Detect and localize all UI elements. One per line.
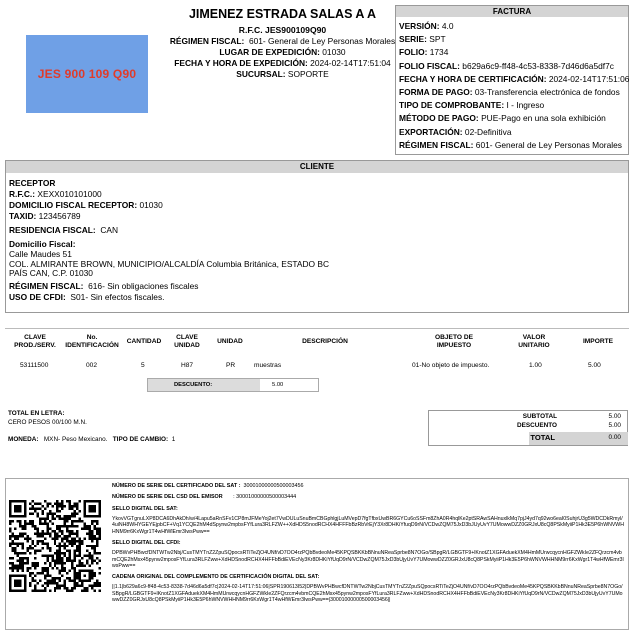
items-separator — [5, 328, 629, 329]
factura-row: MÉTODO DE PAGO: PUE-Pago en una sola exhibición — [399, 113, 606, 124]
emisor-rfc: R.F.C. JES900109Q90 — [238, 25, 327, 35]
emisor-sucursal: SUCURSAL: SOPORTE — [236, 69, 329, 79]
sello-sat-value: YkovVGTgnuLXP8DCA6DhAkDh/w/4Lapu5aRnSFv1CP8mJFMeYoj2et7VwDULuSnuBmCBGphlgjLuMVepD7fgTfbxUwBR6GYCu6oSSFm8ZhA0R4hqlKe2ptSRAwSAHnuxlkMq7pjJ4yd7q92wo6eaI0SuhjrU3g5WDCDkRmyl/4uiNH8WHYGEYEjpbCF+Vq1YCQE2hM4dSpynw2mpbsFYfLura3RLFZW++XdHDS5nodRCHX4HFFFbBzRbVrEjY3Xr8DHKiYfuqD9rN/VCDwZQM75JxD3bJUyUvY7UMowwDZZ0GRJxU8cQ8PSkMyiiP1Hk3E5P6hWNVWHHNM9rr6KxWgr1T4wHfWlEmr3IwsPww== — [112, 516, 624, 535]
descuento-value: 5.00 — [272, 382, 284, 388]
emisor-fecha: FECHA Y HORA DE EXPEDICIÓN: 2024-02-14T17:51:04 — [174, 58, 391, 68]
cert-sat-line: NÚMERO DE SERIE DEL CERTIFICADO DEL SAT : 30001000000500003456 — [112, 483, 304, 489]
qr-code — [9, 500, 101, 592]
cadena-value: ||1.1|b629a6c9-ff48-4c53-8338-7d46d6a5df7c|2024-02-14T17:51:06|SPR190613I52|DPBWvPHBwcfDNTWTw2NbjCusTMYTnZ2ZpuSQpocsRTiTeZjO4UNf/vD7OO4rzPQbBvdeoMe45KPQSBKKbBNnuNReaSprbe8N7OGo/SBpgR/LGBGTF9+lKnotZ1XGFAduekXM4HmMUrwcqycnHGFZWkIe2ZFQrzcm4vbmCQE2hMsx45pynw2mposFYfLura3RLFZww+XdHDSnodRCHX4HFFbBdiEVEcNy3Kr8DHKiYfUqD9rN/VCDwZQM75JxD3bUjyUvY7UMowwDZZ0GRJxU8cQ8PSkMyiiP1Hk3E5P6hWNVWHHNM9rr6KxWgr1T4wHfWEmr3IwsPww==|30001000000500003456|| — [112, 584, 623, 604]
descuento-label: DESCUENTO: — [174, 382, 213, 388]
th-cantidad: CANTIDAD — [126, 338, 162, 345]
csd-line: NÚMERO DE SERIE DEL CSD DEL EMISOR : 30001000000500003444 — [112, 494, 297, 500]
emisor-name: JIMENEZ ESTRADA SALAS A A — [188, 7, 377, 21]
td-descripcion: muestras — [254, 362, 282, 369]
total-value: 0.00 — [608, 434, 621, 441]
receptor-label: RECEPTOR — [9, 178, 56, 188]
factura-rows — [396, 17, 628, 152]
emisor-regimen: RÉGIMEN FISCAL: 601- General de Ley Personas Morales — [169, 36, 396, 46]
sello-cfdi-value: DPBWvPHBwcfDNTWTw2Nbj/CusTMYTnZ2ZpuSQpocsRTiTeZjO4UNf/vD7OO4rzPQbBvdeoMe45KPQSBKKbBNnuNReaSprbe8N7OGo/SBpgR/LGBGTF9+lKnotZ1XGFAduekXM4HmMUrwcqycnHGFZWkIe2ZFQrzcm4vbmCQE2hMsx45pynw2mposFYfLura3RLFZww+XdHDSnodRCHX4HFFbBdiEVEcNy3Kr8DHKiYfUqD9rN/VCDwZQM75JxD3bUjyUvY7UMowwDZZ0GRJxU8cQ8PSkMyiiP1Hk3E5P6hWNVWHHNM9rr6KxWgr1T4wHfWEmr3IwsPww== — [112, 550, 624, 570]
total-label: TOTAL — [530, 433, 555, 442]
factura-row: FOLIO: 1734 — [399, 47, 449, 58]
factura-row: FORMA DE PAGO: 03-Transferencia electrónica de fondos — [399, 87, 620, 98]
factura-row: FOLIO FISCAL: b629a6c9-ff48-4c53-8338-7d46d6a5df7c — [399, 60, 614, 71]
factura-row: RÉGIMEN FISCAL: 601- General de Ley Personas Morales — [399, 139, 622, 150]
sello-sat-label: SELLO DIGITAL DEL SAT: — [112, 506, 178, 512]
td-clave-unidad: H87 — [181, 362, 194, 369]
receptor-domicilio-line: COL. ALMIRANTE BROWN, MUNICIPIO/ALCALDÍA Columbia Británica, ESTADO BC — [9, 258, 330, 269]
timbre-text — [112, 482, 624, 604]
emisor-block — [160, 6, 405, 80]
company-logo — [26, 35, 148, 113]
subtotal-label: SUBTOTAL — [522, 413, 557, 420]
receptor-uso-cfdi: USO DE CFDI: S01- Sin efectos fiscales. — [9, 291, 165, 302]
cliente-box — [5, 160, 629, 313]
total-letra-label: TOTAL EN LETRA: — [8, 410, 65, 417]
td-importe: 5.00 — [588, 362, 601, 369]
factura-row: EXPORTACIÓN: 02-Definitiva — [399, 126, 512, 137]
factura-row: TIPO DE COMPROBANTE: I - Ingreso — [399, 100, 545, 111]
subtotal-value: 5.00 — [608, 413, 621, 420]
receptor-regimen: RÉGIMEN FISCAL: 616- Sin obligaciones fiscales — [9, 280, 199, 291]
sello-cfdi-label: SELLO DIGITAL DEL CFDI: — [112, 540, 181, 547]
totales-box — [428, 410, 628, 446]
receptor-residencia: RESIDENCIA FISCAL: CAN — [9, 225, 119, 235]
th-objeto: OBJETO DE IMPUESTO — [435, 334, 473, 349]
th-no-id: No. IDENTIFICACIÓN — [65, 334, 119, 349]
moneda-line: MONEDA: MXN- Peso Mexicano. TIPO DE CAMBIO: 1 — [8, 436, 176, 443]
td-unidad: PR — [226, 362, 236, 369]
td-no-id: 002 — [86, 362, 98, 369]
td-cantidad: 5 — [141, 362, 145, 369]
td-clave: 53111500 — [20, 362, 49, 369]
total-letra-value: CERO PESOS 00/100 M.N. — [8, 419, 87, 426]
receptor-taxid: TAXID: 123456789 — [9, 211, 81, 221]
th-importe: IMPORTE — [582, 338, 614, 345]
logo-text: JES 900 109 Q90 — [37, 67, 137, 81]
factura-row: SERIE: SPT — [399, 34, 446, 45]
factura-box — [395, 5, 629, 155]
cadena-label: CADENA ORIGINAL DEL COMPLEMENTO DE CERTIFICACIÓN DIGITAL DEL SAT: — [112, 574, 320, 581]
receptor-domicilio-fiscal: DOMICILIO FISCAL RECEPTOR: 01030 — [9, 200, 163, 210]
totales-descuento-value: 5.00 — [608, 422, 621, 429]
factura-row: VERSIÓN: 4.0 — [399, 21, 454, 31]
th-unidad: UNIDAD — [217, 338, 243, 345]
receptor-domicilio-line: PAÍS CAN, C.P. 01030 — [9, 268, 93, 279]
factura-title: FACTURA — [396, 6, 628, 17]
factura-row: FECHA Y HORA DE CERTIFICACIÓN: 2024-02-14T17:51:06 — [399, 73, 630, 84]
td-valor: 1.00 — [529, 362, 542, 369]
th-descripcion: DESCRIPCIÓN — [302, 338, 348, 345]
qr-code-graphic — [9, 500, 101, 592]
receptor-rfc: R.F.C.: XEXX010101000 — [9, 189, 102, 199]
cliente-body — [6, 173, 628, 303]
emisor-lugar: LUGAR DE EXPEDICIÓN: 01030 — [219, 47, 346, 57]
th-valor: VALOR UNITARIO — [518, 334, 550, 349]
th-clave-unidad: CLAVE UNIDAD — [174, 334, 200, 349]
receptor-domicilio-line: Calle Maudes 51 — [9, 249, 72, 259]
td-objeto: 01-No objeto de impuesto. — [412, 362, 490, 369]
totales-descuento-label: DESCUENTO — [516, 422, 557, 429]
receptor-domicilio-label: Domicilio Fiscal: — [9, 239, 76, 249]
descuento-box — [147, 378, 319, 392]
th-clave: CLAVE PROD./SERV. — [14, 334, 56, 349]
cliente-title: CLIENTE — [6, 161, 628, 173]
